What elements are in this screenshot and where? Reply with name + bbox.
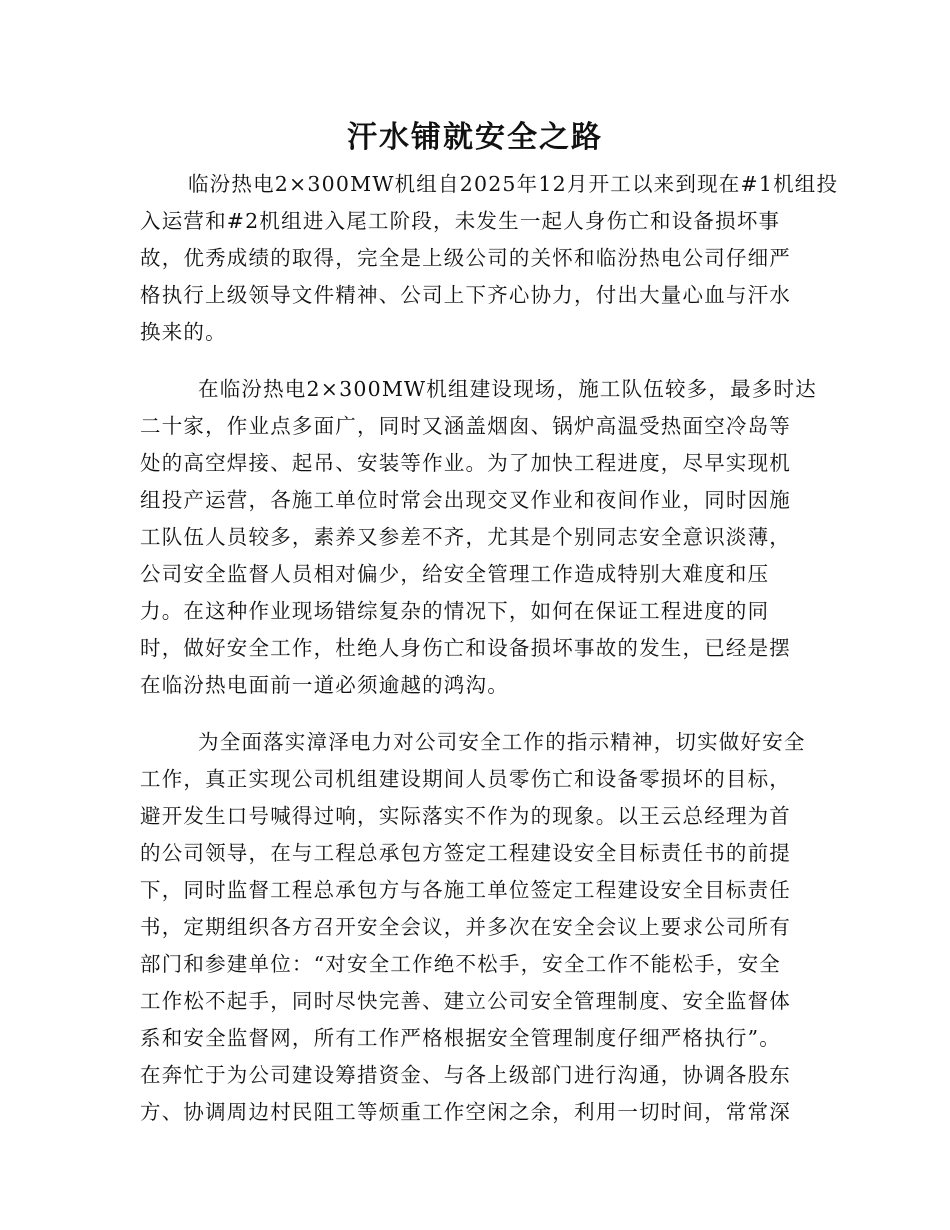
text-line: 避开发生口号喊得过响，实际落实不作为的现象。以王云总经理为首: [140, 804, 791, 828]
text-line: 在奔忙于为公司建设筹措资金、与各上级部门进行沟通，协调各股东: [140, 1063, 791, 1087]
text-line: 公司安全监督人员相对偏少，给安全管理工作造成特别大难度和压: [140, 562, 770, 586]
text-line: 工作，真正实现公司机组建设期间人员零伤亡和设备零损坏的目标，: [140, 767, 791, 791]
text-line: 系和安全监督网，所有工作严格根据安全管理制度仔细严格执行”。: [140, 1026, 781, 1050]
text-line: 的公司领导，在与工程总承包方签定工程建设安全目标责任书的前提: [140, 841, 791, 865]
text-line: 处的高空焊接、起吊、安装等作业。为了加快工程进度，尽早实现机: [140, 451, 791, 475]
text-line: 工作松不起手，同时尽快完善、建立公司安全管理制度、安全监督体: [140, 989, 791, 1013]
text-line: 时，做好安全工作，杜绝人身伤亡和设备损坏事故的发生，已经是摆: [140, 636, 791, 660]
text-line: 故，优秀成绩的取得，完全是上级公司的关怀和临汾热电公司仔细严: [140, 246, 791, 270]
text-line: 格执行上级领导文件精神、公司上下齐心协力，付出大量心血与汗水: [140, 283, 791, 307]
text-line: 为全面落实漳泽电力对公司安全工作的指示精神，切实做好安全: [198, 730, 806, 754]
paragraph-1: [140, 166, 839, 351]
text-line: 部门和参建单位：“对安全工作绝不松手，安全工作不能松手，安全: [140, 952, 781, 976]
text-line: 力。在这种作业现场错综复杂的情况下，如何在保证工程进度的同: [140, 599, 770, 623]
text-line: 在临汾热电面前一道必须逾越的鸿沟。: [140, 673, 509, 697]
document-title: 汗水铺就安全之路: [347, 120, 603, 155]
text-line: 换来的。: [140, 320, 227, 344]
text-line: 下，同时监督工程总承包方与各施工单位签定工程建设安全目标责任: [140, 878, 791, 902]
text-line: 入运营和#2机组进入尾工阶段，未发生一起人身伤亡和设备损坏事: [140, 209, 781, 233]
text-line: 组投产运营，各施工单位时常会出现交叉作业和夜间作业，同时因施: [140, 488, 791, 512]
document-body: [140, 166, 839, 1151]
text-line: 工队伍人员较多，素养又参差不齐，尤其是个别同志安全意识淡薄，: [140, 525, 791, 549]
text-line: 二十家，作业点多面广，同时又涵盖烟囱、锅炉高温受热面空冷岛等: [140, 414, 791, 438]
paragraph-3: [140, 724, 820, 1131]
text-line: 在临汾热电2×300MW机组建设现场，施工队伍较多，最多时达: [198, 377, 817, 401]
paragraph-2: [140, 371, 820, 704]
text-line: 临汾热电2×300MW机组自2025年12月开工以来到现在#1机组投: [188, 172, 839, 196]
text-line: 方、协调周边村民阻工等烦重工作空闲之余，利用一切时间，常常深: [140, 1100, 791, 1124]
text-line: 书，定期组织各方召开安全会议，并多次在安全会议上要求公司所有: [140, 915, 791, 939]
